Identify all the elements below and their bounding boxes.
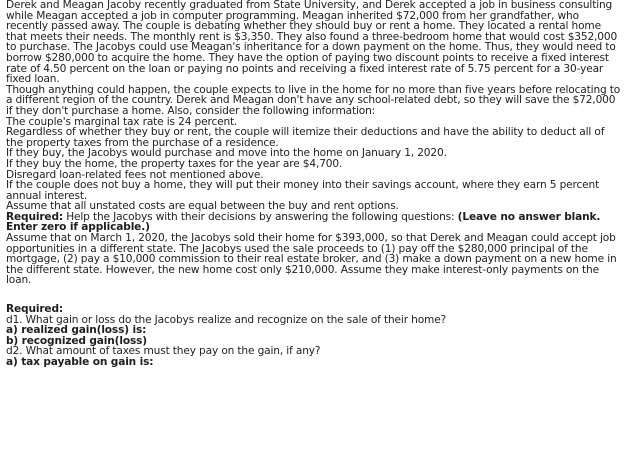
property-tax-info: If they buy the home, the property taxes for the year are $4,700.	[6, 157, 343, 170]
tax-payable-prompt: a) tax payable on gain is:	[6, 356, 154, 368]
savings-info: If the couple does not buy a home, they will put their money into their savings account, where they earn 5 percent annual interest.	[6, 179, 600, 202]
recognized-gain-prompt: b) recognized gain(loss)	[6, 334, 147, 347]
question-d2: d2. What amount of taxes must they pay on the gain, if any?	[6, 345, 321, 358]
plans-paragraph: Though anything could happen, the couple expects to live in the home for no more than five years before relocating to a different region of the country. Derek and Meagan don't have any school-related debt, so they will save the $72,000 if they don't purchase a home. Also, consider the following information:	[6, 83, 621, 117]
sale-scenario: Assume that on March 1, 2020, the Jacobys sold their home for $393,000, so that Derek and Meagan could accept job opportunities in a different state. The Jacobys used the sale proceeds to (1) pay off the $280,000 principal of the mortgage, (2) pay a $10,000 commission to their real estate broker, and (3) make a down payment on a new home in the different state. However, the new home cost only $210,000. Assume they make interest-only payments on the loan.	[6, 232, 617, 287]
questions-required-label: Required:	[6, 303, 63, 316]
question-d1: d1. What gain or loss do the Jacobys realize and recognize on the sale of their home?	[6, 313, 447, 326]
intro-paragraph: Derek and Meagan Jacoby recently graduated from State University, and Derek accepted a job in business consulting while Meagan accepted a job in computer programming. Meagan inherited $72,000 from her grandfather, who recently passed away. The couple is debating whether they should buy or rent a home. They located a rental home that meets their needs. The monthly rent is $3,350. They also found a three-bedroom home that would cost $352,000 to purchase. The Jacobys could use Meagan's inheritance for a down payment on the home. Thus, they would need to borrow $280,000 to acquire the home. They have the option of paying two discount points to receive a fixed interest rate of 4.50 percent on the loan or paying no points and receiving a fixed interest rate of 5.75 percent for a 30-year fixed loan.	[6, 0, 618, 86]
itemize-info: Regardless of whether they buy or rent, the couple will itemize their deductions and have the ability to deduct all of the property taxes from the purchase of a residence.	[6, 126, 605, 149]
required-text: Help the Jacobys with their decisions by answering the following questions:	[62, 210, 458, 223]
realized-gain-prompt: a) realized gain(loss) is:	[6, 324, 147, 337]
purchase-date-info: If they buy, the Jacobys would purchase and move into the home on January 1, 2020.	[6, 147, 447, 160]
required-emphasis: (Leave no answer blank. Enter zero if applicable.)	[6, 210, 601, 234]
section-gap	[6, 286, 622, 304]
fees-info: Disregard loan-related fees not mentioned above.	[6, 168, 264, 181]
tax-rate-info: The couple's marginal tax rate is 24 percent.	[6, 115, 238, 128]
problem-document	[6, 0, 622, 368]
required-instructions	[6, 212, 622, 233]
required-label: Required:	[6, 210, 63, 223]
unstated-costs-info: Assume that all unstated costs are equal between the buy and rent options.	[6, 200, 399, 213]
